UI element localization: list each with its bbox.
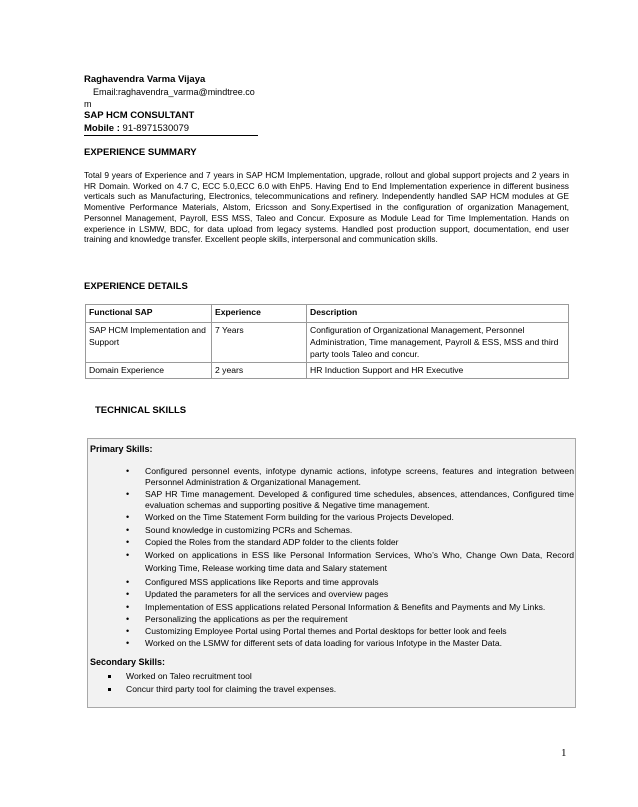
list-item: Worked on Taleo recruitment tool (100, 670, 336, 683)
list-item: • Worked on the LSMW for different sets of data loading for various Infotype in the Master Data. (118, 638, 574, 649)
job-title: SAP HCM CONSULTANT (84, 110, 195, 121)
list-item: Concur third party tool for claiming the travel expenses. (100, 683, 336, 696)
mobile-line (84, 123, 258, 136)
list-item: • Customizing Employee Portal using Portal themes and Portal desktops for better look and feels (118, 626, 574, 637)
table-header-row (86, 305, 569, 323)
secondary-skills-heading: Secondary Skills: (90, 657, 166, 667)
table-cell: Domain Experience (86, 363, 212, 379)
email-line: Email:raghavendra_varma@mindtree.co m (84, 87, 255, 109)
table-cell: HR Induction Support and HR Executive (307, 363, 569, 379)
list-item: • Implementation of ESS applications related Personal Information & Benefits and Payments and My Links. (118, 602, 574, 613)
list-item: • SAP HR Time management. Developed & configured time schedules, absences, attendances, Configured time evaluation schemas and supporting positive & Negative time management. (118, 489, 574, 511)
list-item: • Configured personnel events, infotype dynamic actions, infotype screens, features and integration between Personnel Administration & Organizational Management. (118, 466, 574, 488)
mobile-number: 91-8971530079 (119, 123, 190, 134)
list-item: • Sound knowledge in customizing PCRs and Schemas. (118, 525, 574, 536)
primary-skills-list (118, 466, 574, 650)
table-cell: 2 years (212, 363, 307, 379)
technical-skills-heading: TECHNICAL SKILLS (95, 405, 187, 416)
table-row (86, 323, 569, 363)
table-row (86, 363, 569, 379)
col-description: Description (307, 305, 569, 323)
summary-heading: EXPERIENCE SUMMARY (84, 147, 197, 158)
page-number: 1 (561, 747, 567, 759)
list-item: • Configured MSS applications like Reports and time approvals (118, 577, 574, 588)
list-item: • Copied the Roles from the standard ADP folder to the clients folder (118, 537, 574, 548)
list-item: • Worked on the Time Statement Form building for the various Projects Developed. (118, 512, 574, 523)
list-item: • Personalizing the applications as per the requirement (118, 614, 574, 625)
list-item: • Worked on applications in ESS like Personal Information Services, Who’s Who, Change Own Data, Record Working Time, Release working time data and Salary statement (118, 549, 574, 576)
candidate-name: Raghavendra Varma Vijaya (84, 74, 206, 85)
mobile-label: Mobile : (84, 123, 120, 134)
table-cell: 7 Years (212, 323, 307, 363)
summary-text: Total 9 years of Experience and 7 years in SAP HCM Implementation, upgrade, rollout and global support projects and 2 years in HR Domain. Worked on 4.7 C, ECC 5.0,ECC 6.0 with EhP5. Having End to End Implementation experience in different business verticals such as Manufacturing, Electronics, telecommunications and refinery. Independently handled SAP HCM modules at GE Momentive Performance Materials, Alstom, Ericsson and Sony.Expertised in the configuration of organization Management, Personnel Management, Payroll, ESS MSS, Taleo and Concur. Exposure as Module Lead for Time Implementation. Hands on experience in LSMW, BDC, for data upload from legacy systems. Handled post production support, documentation, end user training and knowledge transfer. Excellent people skills, interpersonal and communication skills. (84, 170, 569, 245)
table-cell: SAP HCM Implementation and Support (86, 323, 212, 363)
experience-table (85, 304, 569, 379)
primary-skills-heading: Primary Skills: (90, 444, 153, 454)
col-experience: Experience (212, 305, 307, 323)
col-functional-sap: Functional SAP (86, 305, 212, 323)
list-item: • Updated the parameters for all the services and overview pages (118, 589, 574, 600)
secondary-skills-list (100, 670, 336, 696)
details-heading: EXPERIENCE DETAILS (84, 281, 188, 292)
table-cell: Configuration of Organizational Management, Personnel Administration, Time management, Payroll & ESS, MSS and third party tools Taleo and concur. (307, 323, 569, 363)
